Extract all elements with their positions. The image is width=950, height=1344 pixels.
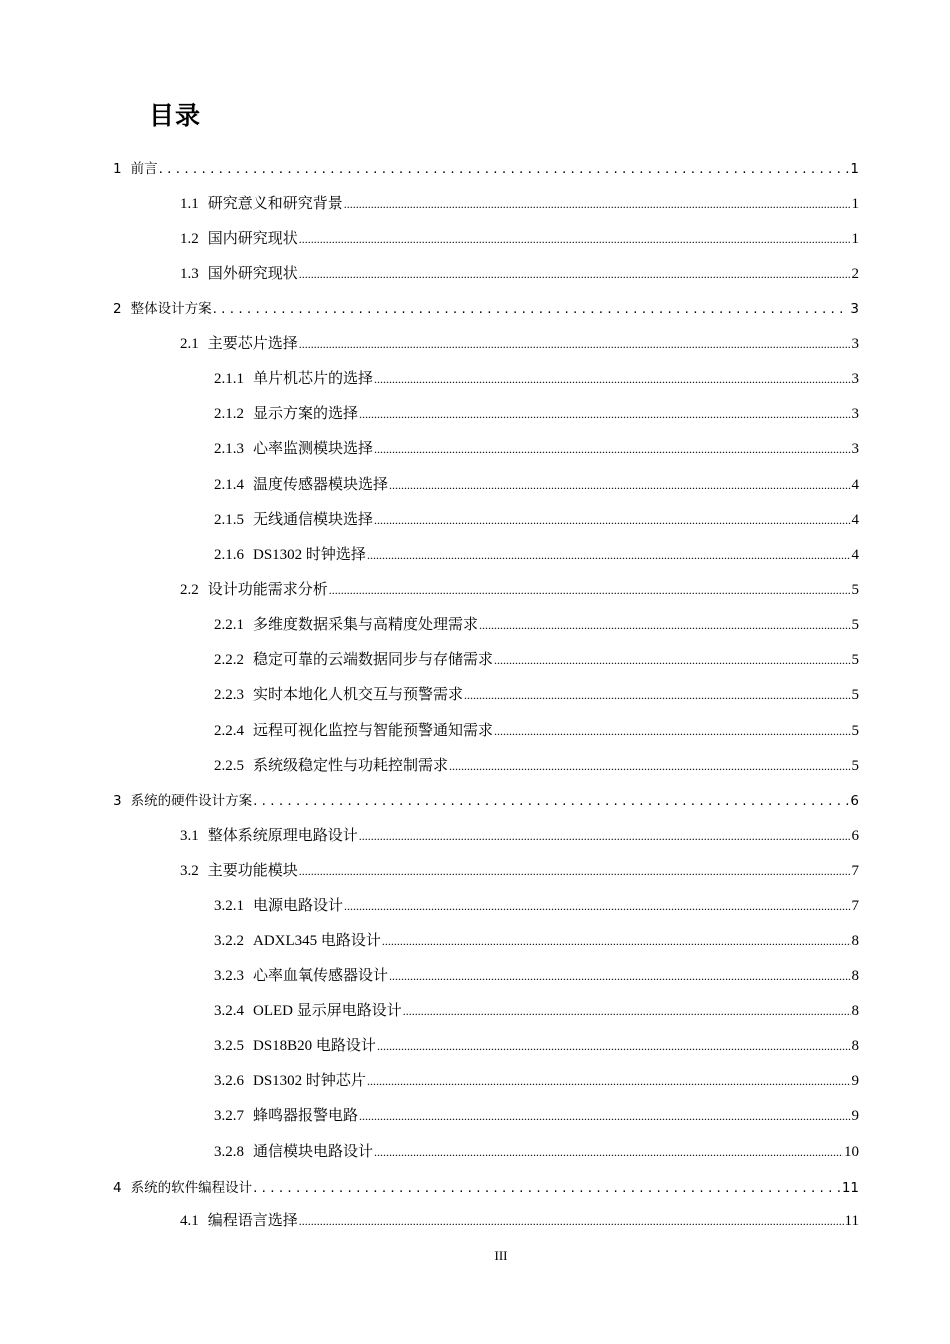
toc-entry-page: 6 [851, 828, 859, 844]
toc-leader [367, 547, 851, 564]
toc-entry-page: 11 [841, 1180, 859, 1196]
toc-entry-number: 2.2.3 [214, 687, 244, 703]
toc-entry-number: 2.1.2 [214, 406, 244, 422]
toc-leader [374, 512, 850, 529]
toc-entry-title: 编程语言选择 [207, 1213, 298, 1229]
toc-entry[interactable] [214, 754, 859, 778]
toc-entry[interactable] [214, 543, 859, 567]
toc-entry-number: 3.1 [180, 828, 199, 844]
toc-entry-page: 8 [851, 1038, 859, 1054]
toc-entry-page: 4 [851, 477, 859, 493]
page-title: 目录 [149, 101, 202, 130]
toc-leader [213, 301, 850, 317]
toc-entry-title: 系统的硬件设计方案 [130, 793, 253, 809]
toc-entry-page: 7 [851, 898, 859, 914]
toc-entry-number: 4 [113, 1180, 122, 1196]
toc-leader [374, 371, 850, 388]
toc-entry-number: 2.2 [180, 582, 199, 598]
toc-entry-title: 整体系统原理电路设计 [207, 828, 358, 844]
toc-entry[interactable] [214, 402, 859, 426]
toc-entry[interactable] [180, 824, 859, 848]
toc-entry-number: 2.2.5 [214, 758, 244, 774]
page-number-footer: III [494, 1248, 508, 1263]
toc-entry[interactable] [180, 227, 859, 251]
toc-entry-title: OLED 显示屏电路设计 [253, 1003, 402, 1019]
toc-entry-page: 5 [851, 723, 859, 739]
toc-entry[interactable] [214, 613, 859, 637]
toc-leader [359, 1108, 850, 1125]
toc-entry-number: 2.1.5 [214, 512, 244, 528]
toc-entry[interactable] [214, 964, 859, 988]
toc-entry[interactable] [113, 1176, 859, 1200]
toc-entry-page: 9 [851, 1073, 859, 1089]
toc-entry-title: 稳定可靠的云端数据同步与存储需求 [253, 652, 494, 668]
toc-entry[interactable] [180, 1209, 859, 1233]
toc-leader [494, 723, 850, 740]
toc-leader [344, 898, 850, 915]
toc-entry-title: 通信模块电路设计 [253, 1144, 374, 1160]
toc-leader [403, 1003, 851, 1020]
toc-entry-page: 1 [851, 231, 859, 247]
toc-entry[interactable] [214, 719, 859, 743]
toc-leader [367, 1073, 851, 1090]
toc-entry-title: 研究意义和研究背景 [207, 196, 343, 212]
toc-entry-title: 单片机芯片的选择 [253, 371, 374, 387]
toc-entry-number: 2.2.4 [214, 723, 244, 739]
toc-leader [253, 1180, 841, 1196]
toc-leader [449, 758, 850, 775]
toc-leader [253, 793, 849, 809]
toc-entry-page: 6 [850, 793, 859, 809]
toc-entry-number: 1.3 [180, 266, 199, 282]
toc-entry-page: 5 [851, 582, 859, 598]
toc-entry-page: 3 [850, 301, 859, 317]
toc-entry-page: 5 [851, 652, 859, 668]
toc-entry-title: DS1302 时钟芯片 [253, 1073, 366, 1089]
toc-entry-page: 3 [851, 336, 859, 352]
toc-entry-page: 1 [851, 196, 859, 212]
toc-entry-title: 显示方案的选择 [253, 406, 359, 422]
toc-entry[interactable] [180, 332, 859, 356]
toc-entry-page: 5 [851, 687, 859, 703]
toc-entry[interactable] [180, 262, 859, 286]
toc-entry-title: 心率血氧传感器设计 [253, 968, 389, 984]
toc-entry[interactable] [214, 683, 859, 707]
toc-leader [359, 828, 851, 845]
toc-entry-page: 3 [851, 406, 859, 422]
toc-entry[interactable] [214, 367, 859, 391]
toc-entry-page: 4 [851, 547, 859, 563]
toc-entry-page: 3 [851, 371, 859, 387]
toc-entry[interactable] [180, 192, 859, 216]
toc-leader [479, 617, 850, 634]
toc-entry-number: 1.2 [180, 231, 199, 247]
toc-leader [299, 1213, 844, 1230]
toc-entry-title: 系统级稳定性与功耗控制需求 [253, 758, 449, 774]
toc-leader [299, 336, 851, 353]
toc-entry[interactable] [214, 1104, 859, 1128]
toc-entry[interactable] [113, 297, 859, 321]
toc-leader [344, 196, 851, 213]
toc-entry-title: 设计功能需求分析 [207, 582, 328, 598]
toc-entry-number: 3.2.5 [214, 1038, 244, 1054]
toc-entry-number: 1.1 [180, 196, 199, 212]
toc-entry-page: 5 [851, 617, 859, 633]
toc-entry-number: 2.1.4 [214, 477, 244, 493]
toc-entry-title: 远程可视化监控与智能预警通知需求 [253, 723, 494, 739]
toc-entry-number: 1 [113, 161, 122, 177]
toc-leader [374, 1144, 843, 1161]
toc-entry-number: 3.2.2 [214, 933, 244, 949]
toc-leader [374, 441, 850, 458]
toc-entry[interactable] [214, 1034, 859, 1058]
toc-entry-number: 3 [113, 793, 122, 809]
toc-entry-number: 4.1 [180, 1213, 199, 1229]
toc-entry-page: 8 [851, 968, 859, 984]
toc-entry[interactable] [214, 437, 859, 461]
toc-entry-number: 3.2.7 [214, 1108, 244, 1124]
toc-entry-number: 3.2.6 [214, 1073, 244, 1089]
toc-leader [389, 968, 850, 985]
toc-entry[interactable] [214, 999, 859, 1023]
toc-leader [464, 687, 850, 704]
toc-entry-title: 温度传感器模块选择 [253, 477, 389, 493]
toc-entry-number: 3.2.4 [214, 1003, 244, 1019]
toc-leader [299, 231, 851, 248]
toc-entry-page: 7 [851, 863, 859, 879]
toc-leader [382, 933, 851, 950]
toc-entry[interactable] [214, 1140, 859, 1164]
toc-entry-title: 国内研究现状 [207, 231, 298, 247]
toc-entry-number: 2.1.1 [214, 371, 244, 387]
toc-entry-page: 8 [851, 933, 859, 949]
toc-entry[interactable] [180, 578, 859, 602]
toc-entry-title: 系统的软件编程设计 [130, 1180, 253, 1196]
toc-entry-title: 实时本地化人机交互与预警需求 [253, 687, 464, 703]
toc-leader [359, 406, 850, 423]
toc-entry-number: 3.2.8 [214, 1144, 244, 1160]
toc-entry-title: DS1302 时钟选择 [253, 547, 366, 563]
toc-entry-number: 2.2.1 [214, 617, 244, 633]
toc-entry-title: 主要芯片选择 [207, 336, 298, 352]
toc-entry-page: 4 [851, 512, 859, 528]
toc-leader [159, 161, 850, 177]
toc-entry-page: 1 [850, 161, 859, 177]
toc-leader [389, 477, 850, 494]
toc-entry[interactable] [214, 1069, 859, 1093]
toc-entry-title: 无线通信模块选择 [253, 512, 374, 528]
toc-entry[interactable] [214, 473, 859, 497]
toc-entry-title: 多维度数据采集与高精度处理需求 [253, 617, 479, 633]
toc-entry[interactable] [214, 894, 859, 918]
toc-entry-title: DS18B20 电路设计 [253, 1038, 376, 1054]
toc-entry-title: ADXL345 电路设计 [253, 933, 381, 949]
toc-entry[interactable] [113, 789, 859, 813]
toc-entry-title: 整体设计方案 [130, 301, 212, 317]
toc-entry-page: 11 [844, 1213, 859, 1229]
toc-entry-title: 前言 [130, 161, 158, 177]
toc-entry-title: 电源电路设计 [253, 898, 344, 914]
toc-entry[interactable] [214, 508, 859, 532]
toc-entry-number: 3.2.1 [214, 898, 244, 914]
toc-entry-title: 心率监测模块选择 [253, 441, 374, 457]
toc-entry-number: 2.1.3 [214, 441, 244, 457]
toc-entry-number: 2.1.6 [214, 547, 244, 563]
toc-entry-page: 5 [851, 758, 859, 774]
toc-entry-number: 2 [113, 301, 122, 317]
toc-entry[interactable] [214, 929, 859, 953]
toc-entry-page: 8 [851, 1003, 859, 1019]
toc-entry-page: 9 [851, 1108, 859, 1124]
toc-leader [329, 582, 851, 599]
toc-leader [377, 1038, 851, 1055]
toc-entry-number: 3.2.3 [214, 968, 244, 984]
toc-entry-page: 10 [844, 1144, 859, 1160]
toc-entry-title: 国外研究现状 [207, 266, 298, 282]
toc-leader [299, 863, 851, 880]
toc-entry-number: 3.2 [180, 863, 199, 879]
toc-entry[interactable] [180, 859, 859, 883]
toc-entry-page: 3 [851, 441, 859, 457]
toc-entry[interactable] [113, 157, 859, 181]
toc-entry-number: 2.2.2 [214, 652, 244, 668]
toc-leader [494, 652, 850, 669]
toc-entry[interactable] [214, 648, 859, 672]
toc-entry-number: 2.1 [180, 336, 199, 352]
toc-leader [299, 266, 851, 283]
toc-entry-page: 2 [851, 266, 859, 282]
toc-entry-title: 蜂鸣器报警电路 [253, 1108, 359, 1124]
toc-entry-title: 主要功能模块 [207, 863, 298, 879]
